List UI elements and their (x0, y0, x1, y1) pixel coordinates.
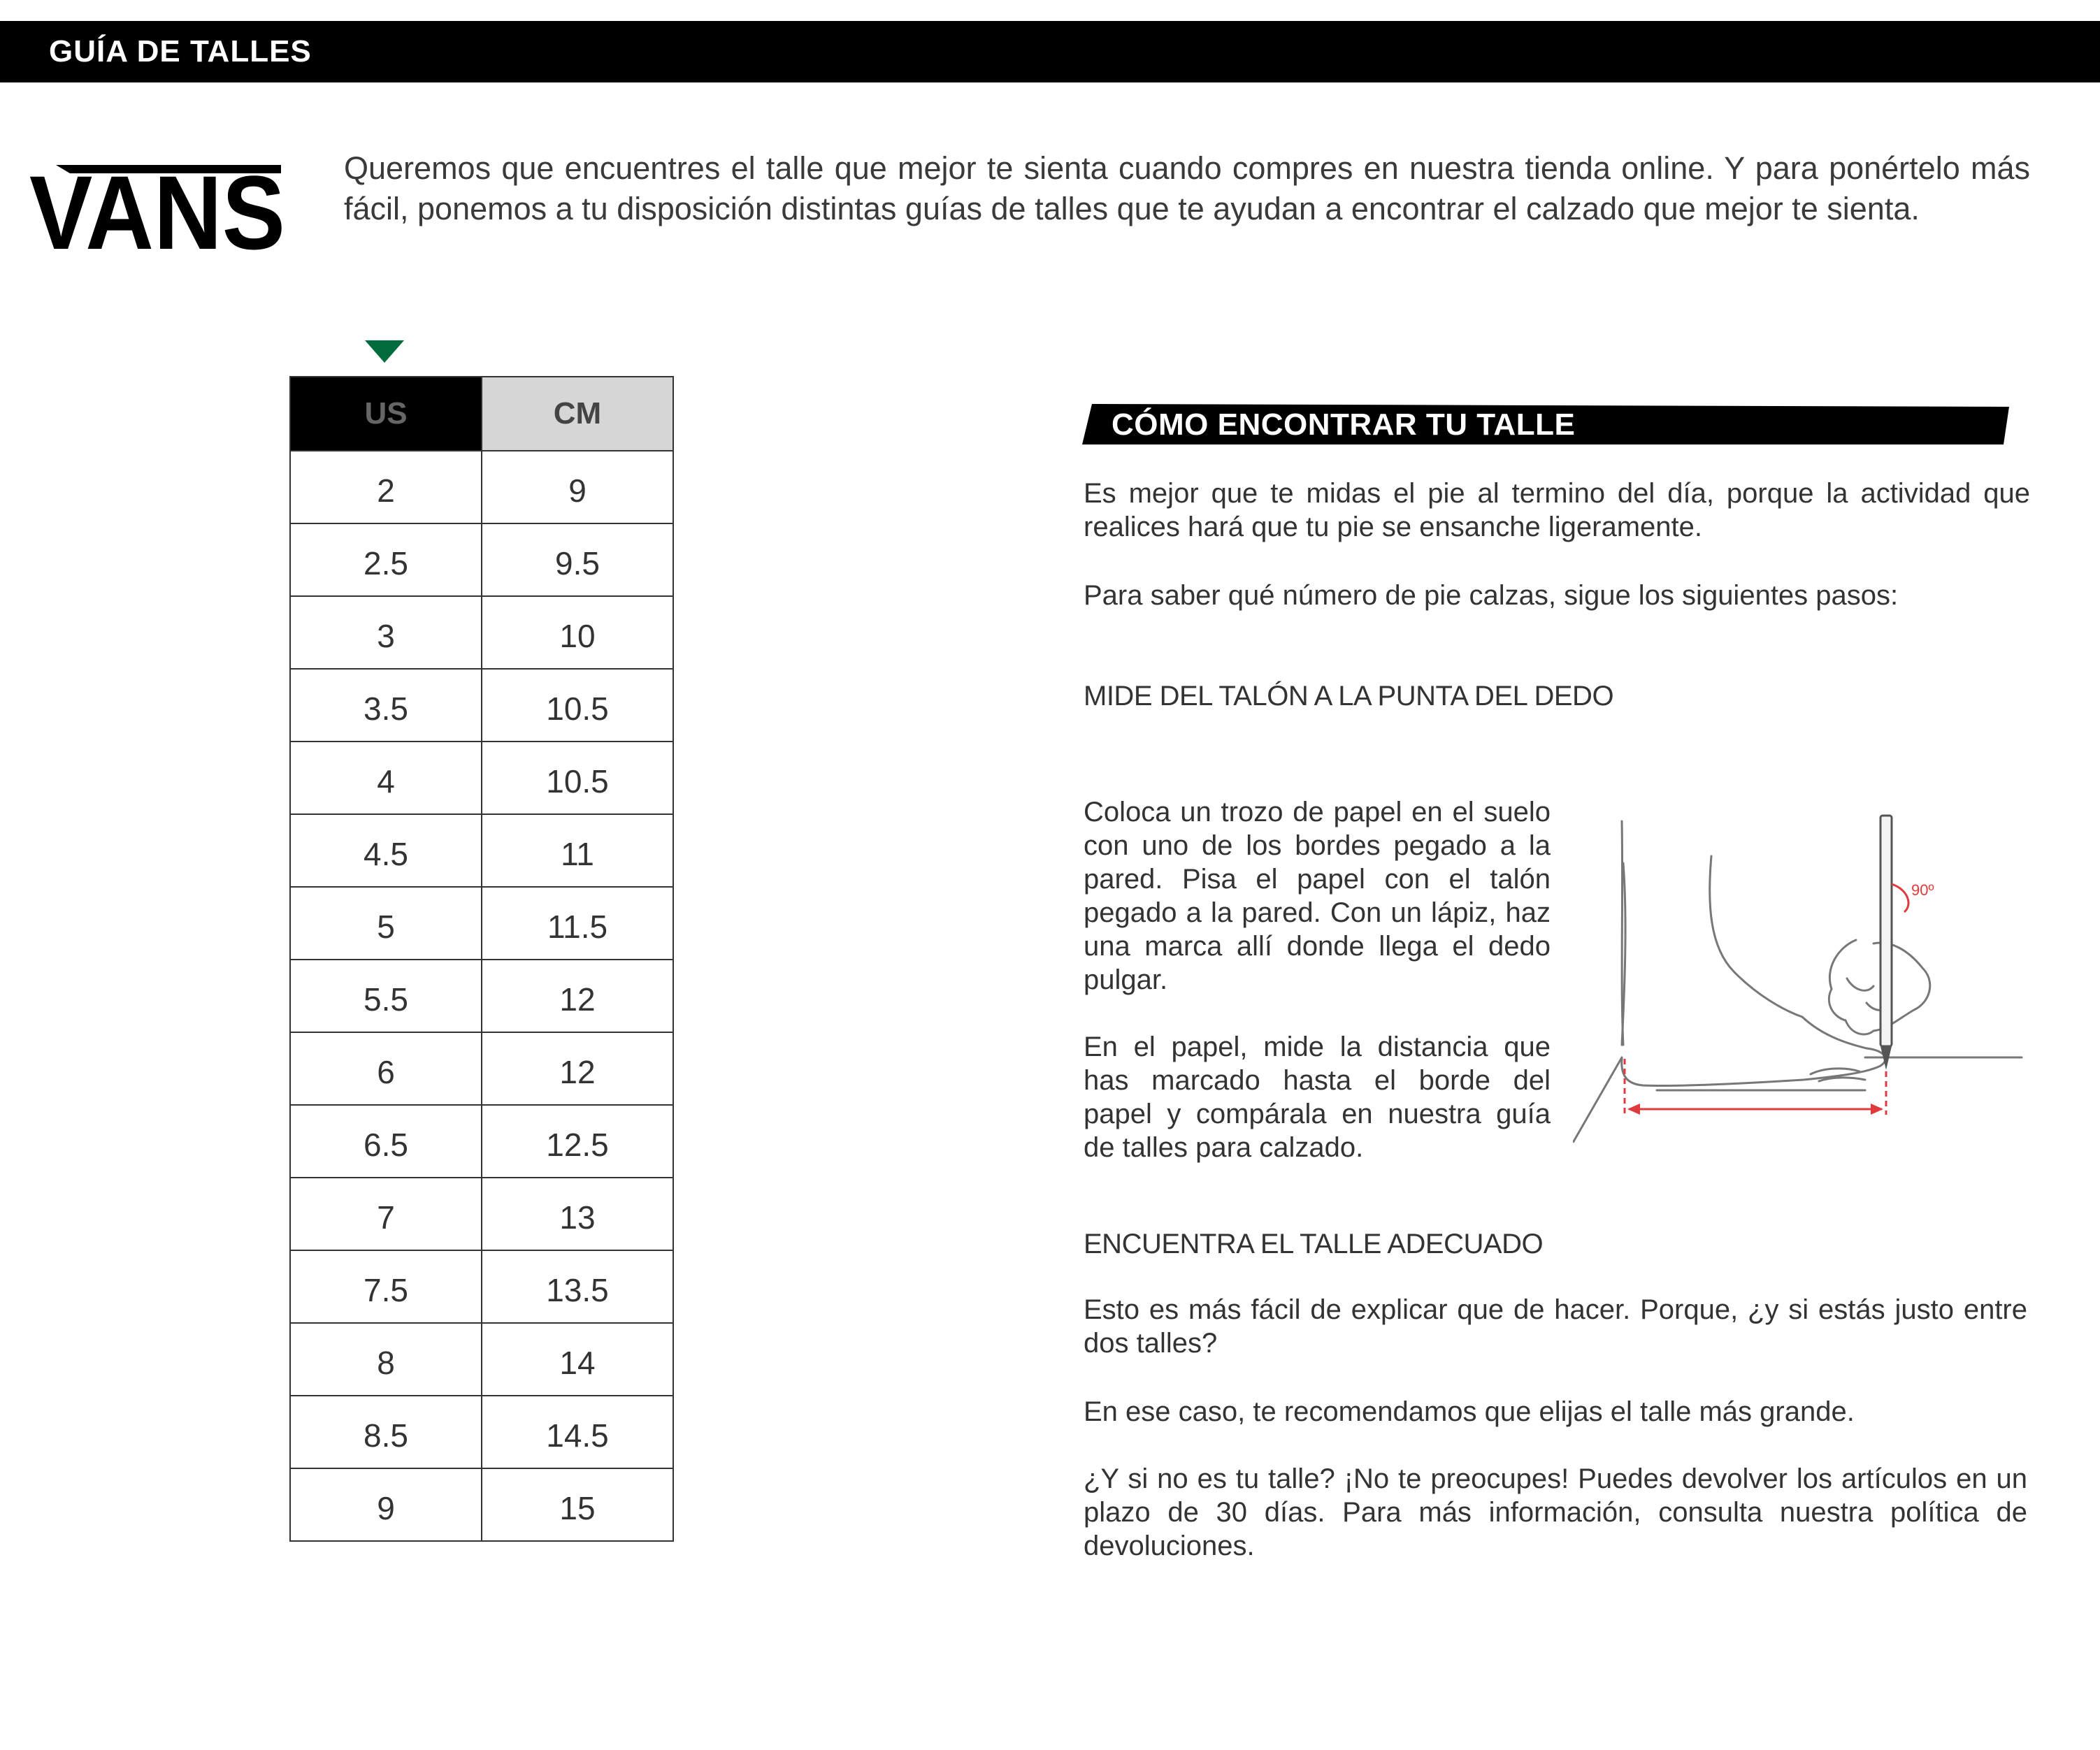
foot-outline (1622, 856, 1885, 1085)
cm-cell: 10 (482, 596, 673, 669)
us-cell: 2.5 (290, 523, 482, 596)
cm-cell: 14 (482, 1323, 673, 1396)
selected-column-marker-icon (364, 339, 405, 364)
us-cell: 5 (290, 887, 482, 960)
table-row (290, 887, 673, 960)
table-row (290, 1032, 673, 1105)
cm-cell: 9 (482, 451, 673, 523)
table-row (290, 1178, 673, 1250)
table-row (290, 742, 673, 814)
us-cell: 9 (290, 1468, 482, 1541)
step1-heading: MIDE DEL TALÓN A LA PUNTA DEL DEDO (1084, 681, 1614, 711)
cm-cell: 9.5 (482, 523, 673, 596)
page-title: GUÍA DE TALLES (49, 34, 312, 68)
table-row (290, 1323, 673, 1396)
step1-paragraph-1: Coloca un trozo de papel en el suelo con uno de los bordes pegado a la pared. Pisa el papel con el talón pegado a la pared. Con un lápiz, haz una marca allí donde llega el dedo pulgar. (1084, 797, 1551, 995)
us-cell: 3 (290, 596, 482, 669)
step1-paragraph-2: En el papel, mide la distancia que has marcado hasta el borde del papel y compárala en nuestra guía de talles para calzado. (1084, 1032, 1551, 1163)
angle-arc (1892, 884, 1908, 912)
us-cell: 6.5 (290, 1105, 482, 1178)
us-cell: 8 (290, 1323, 482, 1396)
column-header-cm: CM (482, 377, 673, 451)
us-cell: 6 (290, 1032, 482, 1105)
cm-cell: 10.5 (482, 742, 673, 814)
header-bar (0, 21, 2100, 82)
section-title: CÓMO ENCONTRAR TU TALLE (1112, 407, 1576, 442)
foot-measure-illustration (1573, 807, 2027, 1143)
section-banner (1082, 403, 2009, 444)
angle-label: 90º (1911, 881, 1934, 899)
us-cell: 2 (290, 451, 482, 523)
table-row (290, 960, 673, 1032)
cm-cell: 15 (482, 1468, 673, 1541)
us-cell: 5.5 (290, 960, 482, 1032)
size-table (289, 376, 674, 1542)
table-row (290, 1250, 673, 1323)
pencil-icon (1880, 816, 1892, 1070)
us-cell: 4 (290, 742, 482, 814)
size-table-header (290, 377, 673, 451)
us-cell: 8.5 (290, 1396, 482, 1468)
intro-paragraph: Es mejor que te midas el pie al termino del día, porque la actividad que realices hará que tu pie se ensanche ligeramente. (1084, 478, 2030, 542)
step2-heading: ENCUENTRA EL TALLE ADECUADO (1084, 1229, 1544, 1259)
cm-cell: 11.5 (482, 887, 673, 960)
arrow-left-icon (1627, 1104, 1640, 1115)
us-cell: 7 (290, 1178, 482, 1250)
logo-wordmark: VANS (29, 161, 285, 259)
floor-line (1573, 1057, 2022, 1143)
cm-cell: 13.5 (482, 1250, 673, 1323)
cm-cell: 13 (482, 1178, 673, 1250)
us-cell: 7.5 (290, 1250, 482, 1323)
us-cell: 4.5 (290, 814, 482, 887)
table-row (290, 596, 673, 669)
column-header-us: US (290, 377, 482, 451)
cm-cell: 11 (482, 814, 673, 887)
table-row (290, 669, 673, 742)
step2-paragraph-1: Esto es más fácil de explicar que de hacer. Porque, ¿y si estás justo entre dos talles? (1084, 1294, 2027, 1359)
step2-paragraph-3: ¿Y si no es tu talle? ¡No te preocupes! Puedes devolver los artículos en un plazo de 30 días. Para más información, consulta nuestra política de devoluciones. (1084, 1463, 2027, 1561)
table-row (290, 451, 673, 523)
cm-cell: 12 (482, 960, 673, 1032)
table-row (290, 814, 673, 887)
cm-cell: 12.5 (482, 1105, 673, 1178)
table-row (290, 1105, 673, 1178)
steps-intro-paragraph: Para saber qué número de pie calzas, sigue los siguientes pasos: (1084, 580, 1899, 611)
cm-cell: 14.5 (482, 1396, 673, 1468)
cm-cell: 12 (482, 1032, 673, 1105)
table-row (290, 1468, 673, 1541)
us-cell: 3.5 (290, 669, 482, 742)
vans-logo (28, 161, 287, 259)
step2-paragraph-2: En ese caso, te recomendamos que elijas el talle más grande. (1084, 1396, 1855, 1427)
cm-cell: 10.5 (482, 669, 673, 742)
intro-text: Queremos que encuentres el talle que mejor te sienta cuando compres en nuestra tienda online. Y para ponértelo más fácil, ponemos a tu disposición distintas guías de talles que te ayudan a encontrar el calzado que mejor te sienta. (344, 150, 2030, 226)
table-row (290, 523, 673, 596)
arrow-right-icon (1871, 1104, 1883, 1115)
table-row (290, 1396, 673, 1468)
